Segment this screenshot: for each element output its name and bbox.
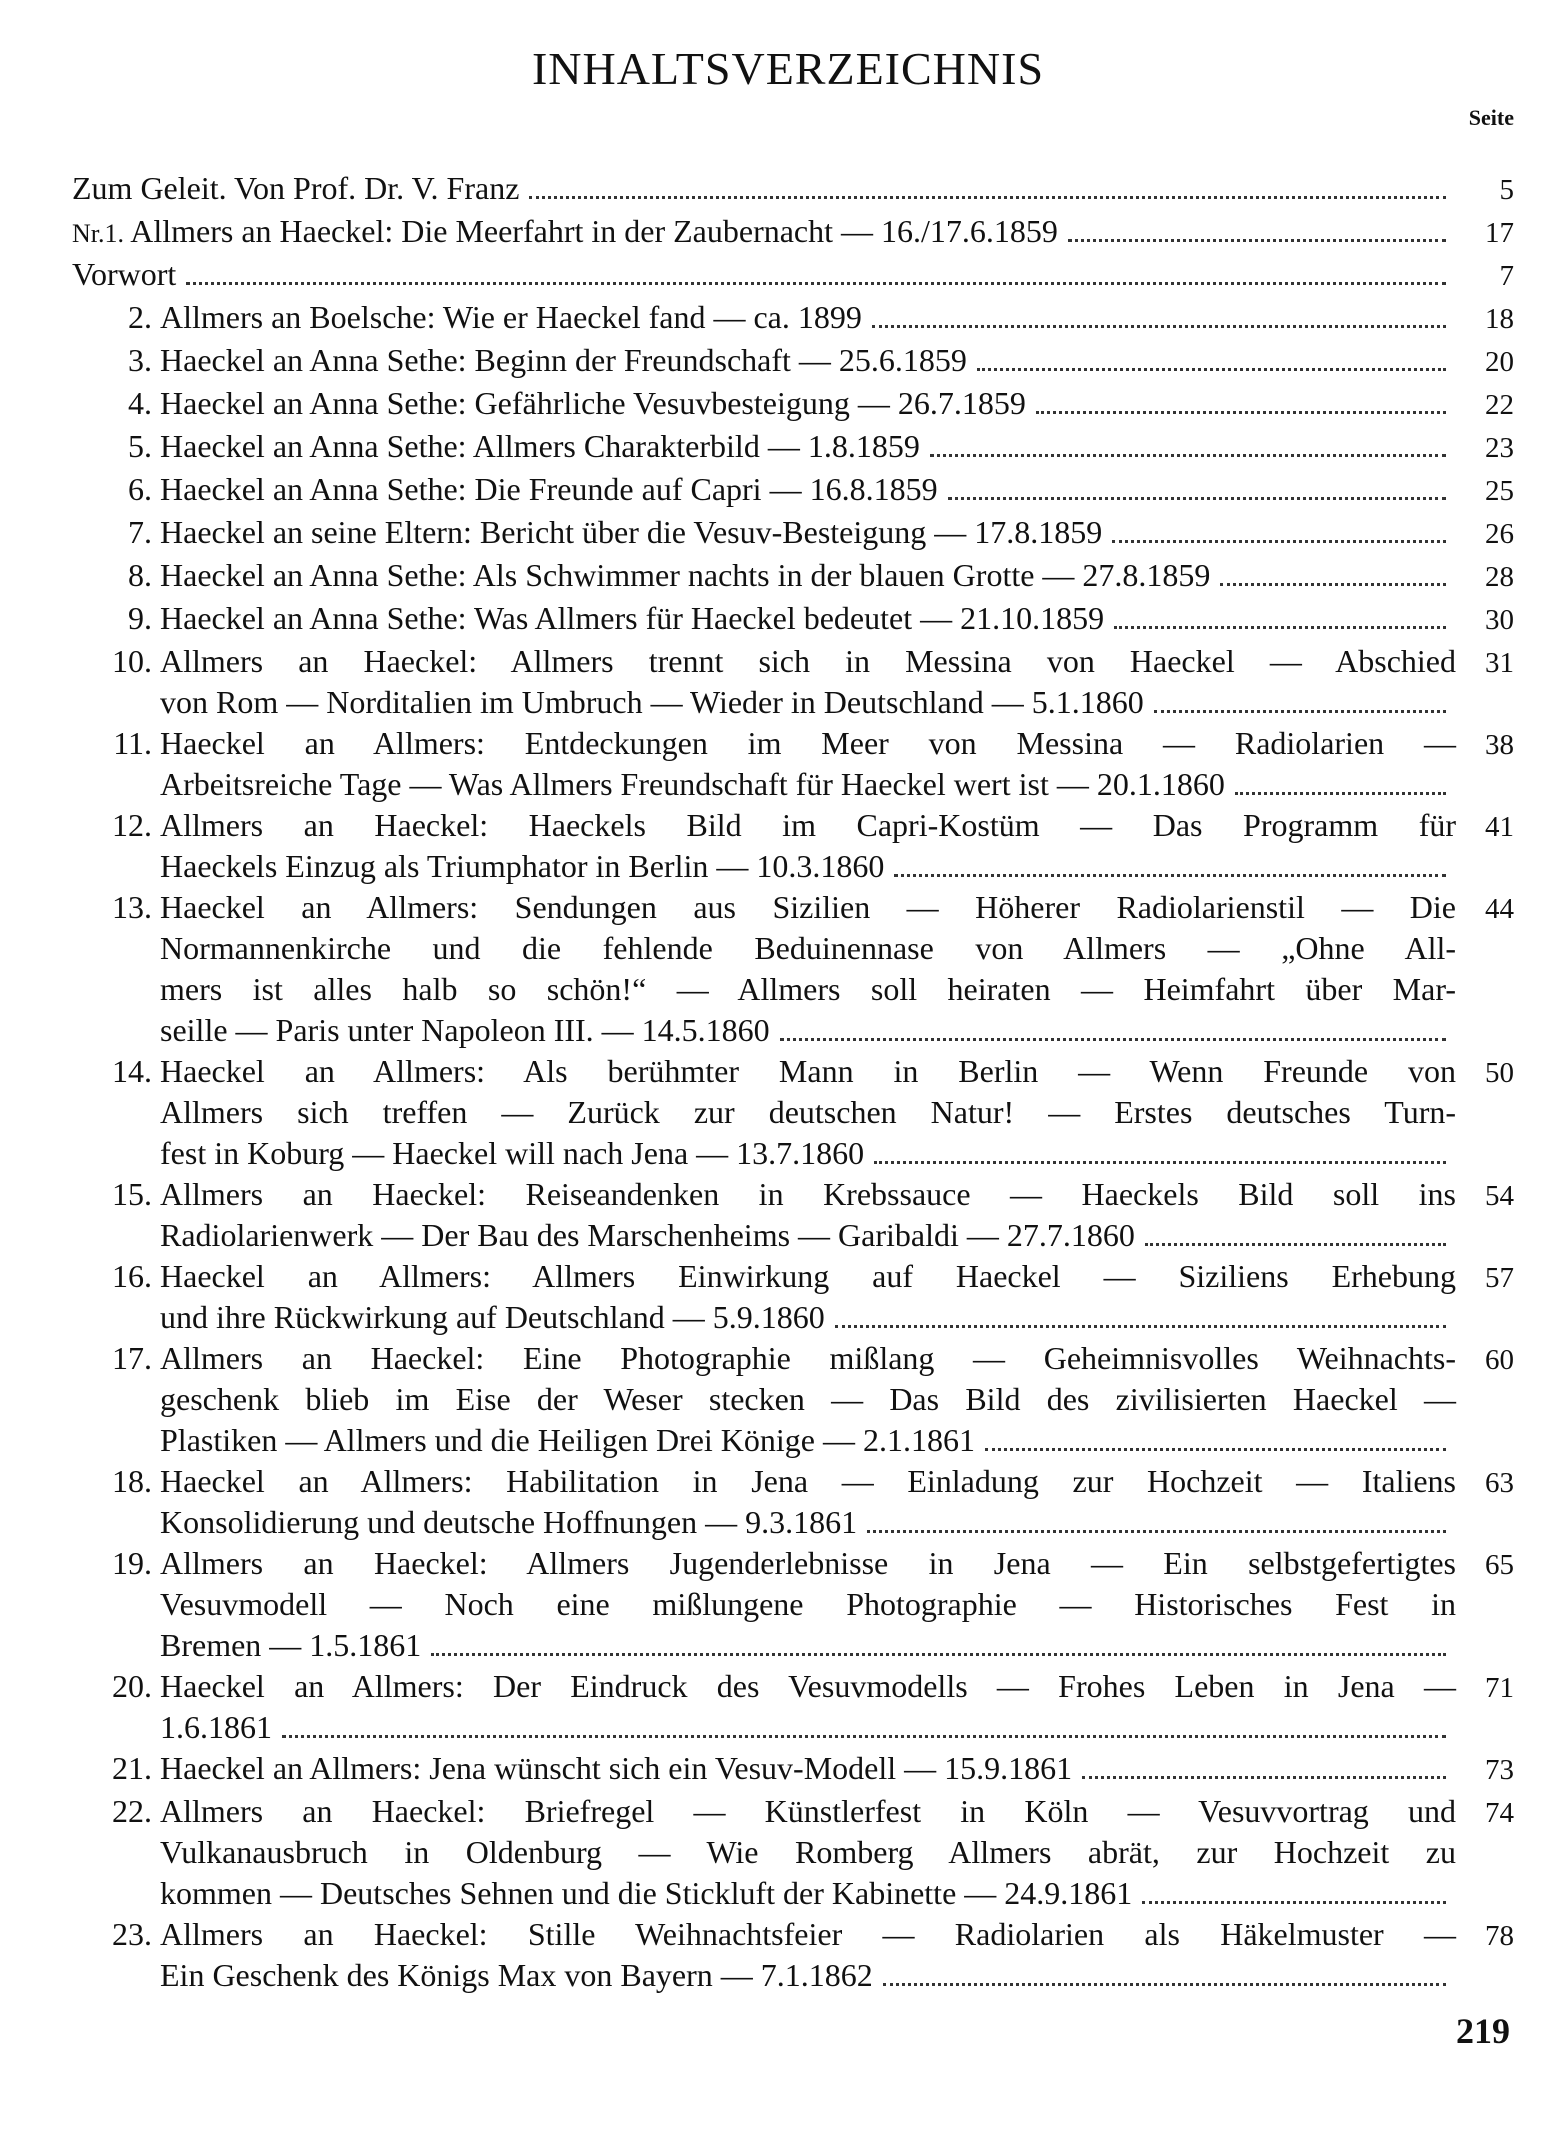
toc-entry <box>64 383 1514 426</box>
dot-leader <box>1082 1776 1446 1779</box>
toc-page-number: 74 <box>1485 1797 1514 1829</box>
toc-entry <box>64 426 1514 469</box>
toc-entry-line: Vesuvmodell — Noch eine mißlungene Photographie — Historisches Fest in <box>160 1586 1456 1622</box>
toc-page-number: 54 <box>1485 1180 1514 1212</box>
toc-page-number: 60 <box>1485 1344 1514 1376</box>
toc-entry-line: Haeckel an Anna Sethe: Als Schwimmer nachts in der blauen Grotte — 27.8.1859 <box>160 557 1211 593</box>
toc-entry-geleit <box>72 168 1514 211</box>
toc-entry <box>64 1543 1514 1666</box>
toc-page-number: 28 <box>1485 561 1514 593</box>
dot-leader <box>1220 583 1446 586</box>
page-number: 219 <box>1456 2011 1510 2051</box>
dot-leader <box>930 454 1446 457</box>
toc-entry <box>64 469 1514 512</box>
toc-entry-number: Nr.1. <box>72 219 124 248</box>
toc-entry-line: Haeckel an Allmers: Entdeckungen im Meer von Messina — Radiolarien — <box>160 725 1456 761</box>
toc-entry <box>64 1791 1514 1914</box>
dot-leader <box>780 1038 1446 1041</box>
toc-page-number: 50 <box>1485 1057 1514 1089</box>
dot-leader <box>1145 1243 1446 1246</box>
toc-page-number: 38 <box>1485 729 1514 761</box>
toc-entry-line: Konsolidierung und deutsche Hoffnungen — 9.3.1861 <box>160 1504 858 1540</box>
dot-leader <box>872 325 1446 328</box>
toc-entry-line: Allmers an Haeckel: Stille Weihnachtsfeier — Radiolarien als Häkelmuster — <box>160 1916 1456 1952</box>
toc-entry <box>64 1461 1514 1543</box>
toc-entry <box>64 887 1514 1051</box>
toc-entry <box>64 723 1514 805</box>
toc-entries <box>64 297 1514 1996</box>
toc-entry-text: Zum Geleit. Von Prof. Dr. V. Franz <box>72 170 520 206</box>
toc-entry <box>64 1914 1514 1996</box>
toc-entry-line: Allmers an Haeckel: Eine Photographie mißlang — Geheimnisvolles Weihnachts- <box>160 1340 1456 1376</box>
dot-leader <box>1036 411 1446 414</box>
toc-entry <box>64 805 1514 887</box>
toc-page-number: 25 <box>1485 475 1514 507</box>
toc-entry-line: Allmers an Haeckel: Briefregel — Künstlerfest in Köln — Vesuvvortrag und <box>160 1793 1456 1829</box>
dot-leader <box>894 874 1446 877</box>
toc-entry-line: Haeckel an Anna Sethe: Gefährliche Vesuvbesteigung — 26.7.1859 <box>160 385 1026 421</box>
toc-entry-line: Allmers sich treffen — Zurück zur deutschen Natur! — Erstes deutsches Turn- <box>160 1094 1456 1130</box>
toc-entry-line: Normannenkirche und die fehlende Beduinennase von Allmers — „Ohne All- <box>160 930 1456 966</box>
toc-entry-line: kommen — Deutsches Sehnen und die Stickluft der Kabinette — 24.9.1861 <box>160 1875 1133 1911</box>
toc-page-number: 7 <box>1499 260 1514 292</box>
toc-entry-line: Haeckel an Allmers: Sendungen aus Sizilien — Höherer Radiolarienstil — Die <box>160 889 1456 925</box>
toc-entry-number: 9. <box>128 600 152 636</box>
toc-entry-number: 12. <box>112 807 152 843</box>
dot-leader <box>529 196 1446 199</box>
dot-leader <box>1235 792 1446 795</box>
toc-entry-line: Plastiken — Allmers und die Heiligen Drei Könige — 2.1.1861 <box>160 1422 975 1458</box>
toc-page-number: 73 <box>1485 1754 1514 1786</box>
toc-entry <box>64 1338 1514 1461</box>
toc-entry-number: 22. <box>112 1793 152 1829</box>
toc-page-number: 57 <box>1485 1262 1514 1294</box>
toc-entry <box>64 1051 1514 1174</box>
toc-entry-line: 1.6.1861 <box>160 1709 272 1745</box>
toc-entry-number: 3. <box>128 342 152 378</box>
toc-entry-text: Allmers an Haeckel: Die Meerfahrt in der Zaubernacht — 16./17.6.1859 <box>130 213 1058 249</box>
dot-leader <box>1154 710 1446 713</box>
toc-page-number: 41 <box>1485 811 1514 843</box>
toc-entry <box>64 598 1514 641</box>
table-of-contents <box>64 168 1514 1996</box>
toc-entry-number: 6. <box>128 471 152 507</box>
toc-entry <box>64 641 1514 723</box>
toc-entry-number: 4. <box>128 385 152 421</box>
toc-page-number: 23 <box>1485 432 1514 464</box>
toc-entry-line: Allmers an Boelsche: Wie er Haeckel fand — ca. 1899 <box>160 299 862 335</box>
toc-entry-line: Allmers an Haeckel: Reiseandenken in Krebssauce — Haeckels Bild soll ins <box>160 1176 1456 1212</box>
toc-entry-line: fest in Koburg — Haeckel will nach Jena — 13.7.1860 <box>160 1135 865 1171</box>
toc-entry-number: 11. <box>113 725 152 761</box>
toc-page-number: 20 <box>1485 346 1514 378</box>
toc-page-number: 78 <box>1485 1920 1514 1952</box>
dot-leader <box>874 1161 1446 1164</box>
toc-entry <box>64 297 1514 340</box>
toc-page-number: 26 <box>1485 518 1514 550</box>
toc-entry <box>64 555 1514 598</box>
toc-entry <box>64 1666 1514 1748</box>
toc-page-number: 5 <box>1499 174 1514 206</box>
dot-leader <box>1112 540 1446 543</box>
toc-entry-line: geschenk blieb im Eise der Weser stecken — Das Bild des zivilisierten Haeckel — <box>160 1381 1456 1417</box>
toc-entry-line: Radiolarienwerk — Der Bau des Marschenheims — Garibaldi — 27.7.1860 <box>160 1217 1135 1253</box>
toc-entry-number: 19. <box>112 1545 152 1581</box>
toc-page-number: 63 <box>1485 1467 1514 1499</box>
dot-leader <box>1142 1901 1446 1904</box>
toc-entry <box>64 1174 1514 1256</box>
toc-entry-number: 13. <box>112 889 152 925</box>
toc-page-number: 17 <box>1485 217 1514 249</box>
toc-entry-number: 5. <box>128 428 152 464</box>
dot-leader <box>977 368 1446 371</box>
toc-entry-line: Arbeitsreiche Tage — Was Allmers Freundschaft für Haeckel wert ist — 20.1.1860 <box>160 766 1225 802</box>
toc-page-number: 44 <box>1485 893 1514 925</box>
toc-entry-number: 16. <box>112 1258 152 1294</box>
toc-entry-number: 15. <box>112 1176 152 1212</box>
toc-page-number: 71 <box>1485 1672 1514 1704</box>
toc-page-number: 22 <box>1485 389 1514 421</box>
toc-entry <box>64 1748 1514 1791</box>
toc-entry-text: Vorwort <box>72 256 177 292</box>
toc-entry-number: 14. <box>112 1053 152 1089</box>
toc-entry-line: und ihre Rückwirkung auf Deutschland — 5.9.1860 <box>160 1299 825 1335</box>
toc-entry-line: Haeckel an Anna Sethe: Was Allmers für Haeckel bedeutet — 21.10.1859 <box>160 600 1105 636</box>
toc-entry-number: 18. <box>112 1463 152 1499</box>
toc-entry-line: Haeckel an Allmers: Als berühmter Mann in Berlin — Wenn Freunde von <box>160 1053 1456 1089</box>
toc-entry-nr1 <box>72 211 1514 254</box>
toc-entry <box>64 512 1514 555</box>
toc-entry-line: Vulkanausbruch in Oldenburg — Wie Romberg Allmers abrät, zur Hochzeit zu <box>160 1834 1456 1870</box>
toc-entry-line: Haeckels Einzug als Triumphator in Berlin — 10.3.1860 <box>160 848 885 884</box>
page-title: INHALTSVERZEICHNIS <box>531 43 1045 94</box>
dot-leader <box>948 497 1446 500</box>
toc-entry-line: Haeckel an Allmers: Jena wünscht sich ein Vesuv-Modell — 15.9.1861 <box>160 1750 1073 1786</box>
toc-entry-number: 2. <box>128 299 152 335</box>
toc-entry-number: 17. <box>112 1340 152 1376</box>
toc-entry-line: Haeckel an Allmers: Allmers Einwirkung auf Haeckel — Siziliens Erhebung <box>160 1258 1456 1294</box>
toc-entry-number: 10. <box>112 643 152 679</box>
toc-entry <box>64 1256 1514 1338</box>
toc-entry-line: Haeckel an seine Eltern: Bericht über die Vesuv-Besteigung — 17.8.1859 <box>160 514 1103 550</box>
dot-leader <box>282 1735 1446 1738</box>
toc-entry-number: 21. <box>112 1750 152 1786</box>
toc-entry-number: 20. <box>112 1668 152 1704</box>
toc-entry-line: Allmers an Haeckel: Haeckels Bild im Capri-Kostüm — Das Programm für <box>160 807 1456 843</box>
toc-entry-line: Bremen — 1.5.1861 <box>160 1627 422 1663</box>
toc-entry-line: seille — Paris unter Napoleon III. — 14.5.1860 <box>160 1012 770 1048</box>
toc-entry-line: Haeckel an Anna Sethe: Die Freunde auf Capri — 16.8.1859 <box>160 471 938 507</box>
page-column-header: Seite <box>1468 105 1514 130</box>
dot-leader <box>1114 626 1446 629</box>
toc-entry-line: Allmers an Haeckel: Allmers Jugenderlebnisse in Jena — Ein selbstgefertigtes <box>160 1545 1456 1581</box>
toc-page-number: 30 <box>1485 604 1514 636</box>
toc-page-number: 18 <box>1485 303 1514 335</box>
dot-leader <box>431 1653 1446 1656</box>
dot-leader <box>835 1325 1446 1328</box>
toc-entry-line: mers ist alles halb so schön!“ — Allmers soll heiraten — Heimfahrt über Mar- <box>160 971 1456 1007</box>
toc-entry-line: Ein Geschenk des Königs Max von Bayern — 7.1.1862 <box>160 1957 873 1993</box>
toc-entry-vorwort <box>72 254 1514 297</box>
toc-entry-line: Allmers an Haeckel: Allmers trennt sich in Messina von Haeckel — Abschied <box>160 643 1456 679</box>
dot-leader <box>985 1448 1446 1451</box>
toc-page-number: 65 <box>1485 1549 1514 1581</box>
toc-entry <box>64 340 1514 383</box>
toc-entry-line: Haeckel an Anna Sethe: Allmers Charakterbild — 1.8.1859 <box>160 428 920 464</box>
dot-leader <box>186 282 1446 285</box>
toc-entry-line: von Rom — Norditalien im Umbruch — Wieder in Deutschland — 5.1.1860 <box>160 684 1144 720</box>
dot-leader <box>867 1530 1446 1533</box>
toc-entry-number: 8. <box>128 557 152 593</box>
toc-entry-line: Haeckel an Allmers: Habilitation in Jena — Einladung zur Hochzeit — Italiens <box>160 1463 1456 1499</box>
toc-entry-number: 23. <box>112 1916 152 1952</box>
dot-leader <box>1068 239 1446 242</box>
dot-leader <box>883 1983 1446 1986</box>
toc-entry-number: 7. <box>128 514 152 550</box>
toc-entry-line: Haeckel an Allmers: Der Eindruck des Vesuvmodells — Frohes Leben in Jena — <box>160 1668 1456 1704</box>
toc-entry-line: Haeckel an Anna Sethe: Beginn der Freundschaft — 25.6.1859 <box>160 342 967 378</box>
toc-page-number: 31 <box>1485 647 1514 679</box>
